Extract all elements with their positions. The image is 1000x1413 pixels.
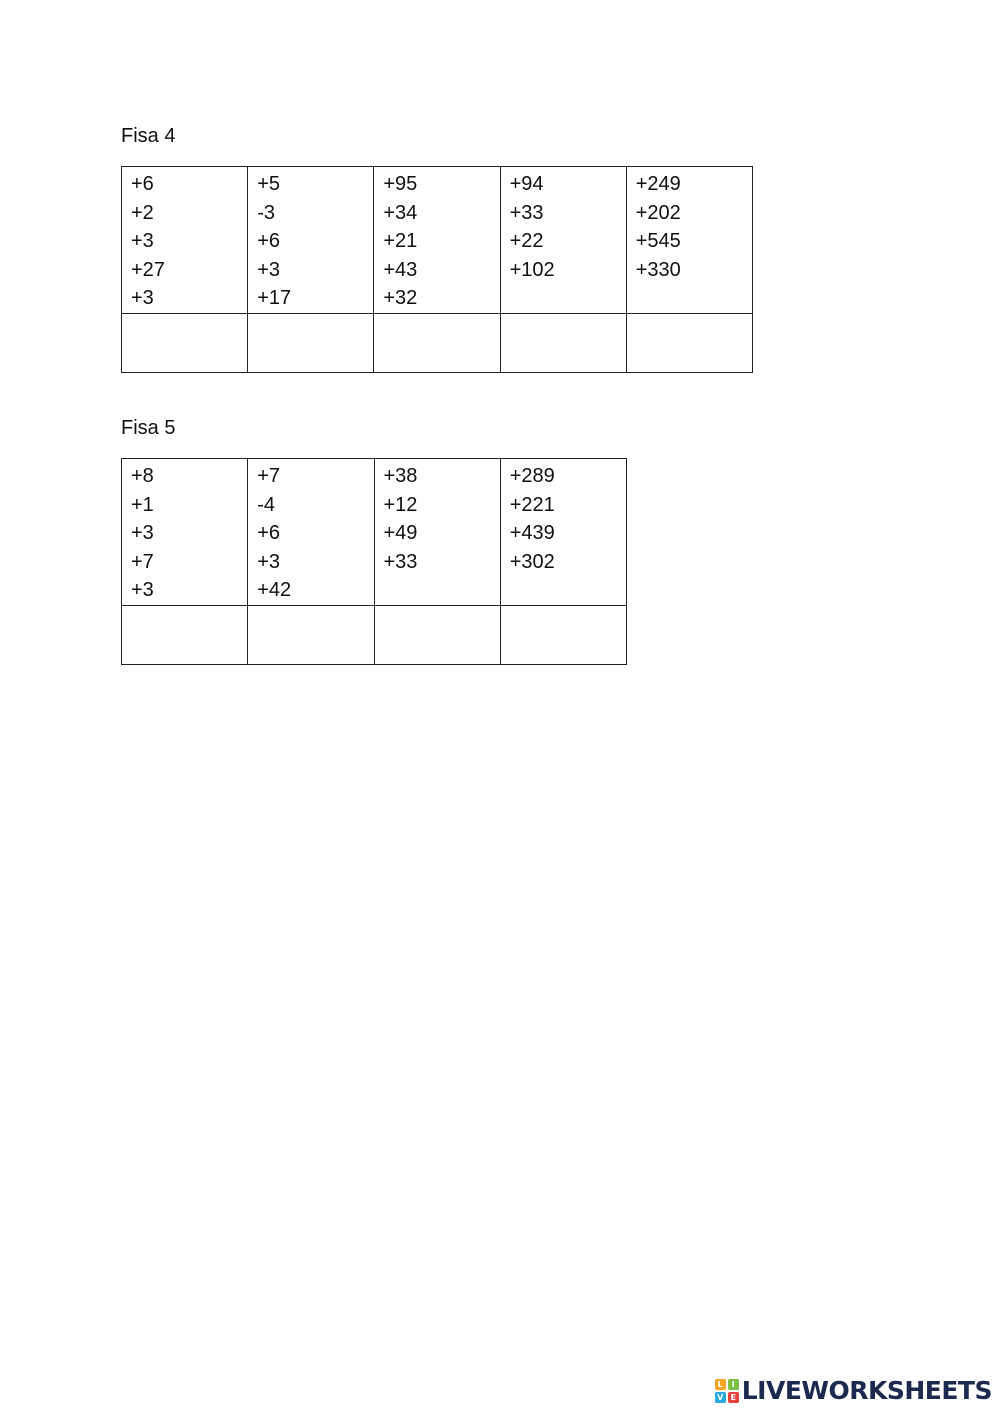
addition-table-fisa-4 (121, 166, 753, 373)
sum-answer-input[interactable] (248, 606, 373, 662)
answers-row (122, 313, 753, 372)
addend-value: +330 (635, 258, 681, 281)
addend-value: +3 (131, 230, 154, 253)
sheet-title-fisa-5: Fisa 5 (121, 417, 176, 439)
sum-answer-input[interactable] (374, 314, 499, 370)
sum-answer-input[interactable] (122, 314, 247, 370)
addend-value: -4 (257, 493, 276, 516)
addend-value: +49 (383, 522, 418, 545)
answers-row (122, 605, 627, 664)
addend-value: +5 (257, 173, 280, 195)
values-row (122, 167, 753, 314)
addend-value: +7 (131, 550, 154, 573)
answer-cell (122, 313, 248, 372)
logo-letter-v: V (715, 1392, 726, 1403)
values-cell (122, 459, 248, 606)
addend-value: +34 (383, 201, 418, 224)
addend-value: +439 (509, 522, 555, 545)
addend-value: +27 (131, 258, 165, 281)
addend-value: +3 (257, 550, 281, 573)
brand-wordmark: LIVEWORKSHEETS (741, 1376, 992, 1405)
answer-cell (626, 313, 752, 372)
logo-letter-i: I (728, 1379, 739, 1390)
logo-letter-e: E (728, 1392, 739, 1403)
addend-value: +3 (131, 579, 154, 602)
values-cell (248, 167, 374, 314)
addend-value: +3 (131, 522, 154, 545)
answer-cell (500, 313, 626, 372)
addend-value: -3 (257, 201, 275, 224)
addend-value: +33 (509, 201, 544, 224)
sum-answer-input[interactable] (501, 314, 626, 370)
addend-value: +6 (257, 522, 281, 545)
sum-answer-input[interactable] (248, 314, 373, 370)
values-cell (500, 459, 626, 606)
addend-value: +3 (131, 287, 154, 310)
addend-value: +8 (131, 465, 154, 487)
answer-cell (374, 313, 500, 372)
addend-value: +2 (131, 201, 154, 224)
answer-cell (122, 605, 248, 664)
values-cell (374, 459, 500, 606)
answer-cell (248, 605, 374, 664)
addend-value: +12 (383, 493, 418, 516)
liveworksheets-logo-icon (715, 1379, 739, 1403)
addend-value: +249 (635, 173, 681, 195)
addend-value: +545 (635, 230, 681, 253)
addend-value: +302 (509, 550, 555, 573)
liveworksheets-brand (715, 1376, 992, 1406)
addend-value: +202 (635, 201, 681, 224)
values-cell (626, 167, 752, 314)
answer-cell (248, 313, 374, 372)
addend-value: +17 (257, 287, 292, 310)
values-cell (500, 167, 626, 314)
addend-value: +38 (383, 465, 418, 487)
addend-value: +32 (383, 287, 418, 310)
addend-value: +1 (131, 493, 154, 516)
addend-value: +33 (383, 550, 418, 573)
addend-value: +22 (509, 230, 544, 253)
values-cell (248, 459, 374, 606)
addend-value: +3 (257, 258, 280, 281)
addend-value: +102 (509, 258, 555, 281)
addend-value: +94 (509, 173, 544, 195)
sum-answer-input[interactable] (627, 314, 752, 370)
values-cell (122, 167, 248, 314)
addend-value: +6 (131, 173, 154, 195)
addend-value: +43 (383, 258, 418, 281)
addend-value: +95 (383, 173, 418, 195)
addend-value: +6 (257, 230, 280, 253)
addend-value: +221 (509, 493, 555, 516)
sum-answer-input[interactable] (122, 606, 247, 662)
answer-cell (374, 605, 500, 664)
addend-value: +21 (383, 230, 418, 253)
sheet-title-fisa-4: Fisa 4 (121, 125, 176, 147)
addition-table-fisa-5 (121, 458, 627, 665)
answer-cell (500, 605, 626, 664)
addend-value: +289 (509, 465, 555, 487)
addend-value: +7 (257, 465, 281, 487)
addend-value: +42 (257, 579, 292, 602)
sum-answer-input[interactable] (501, 606, 626, 662)
sum-answer-input[interactable] (375, 606, 500, 662)
logo-letter-l: L (715, 1379, 726, 1390)
values-row (122, 459, 627, 606)
values-cell (374, 167, 500, 314)
